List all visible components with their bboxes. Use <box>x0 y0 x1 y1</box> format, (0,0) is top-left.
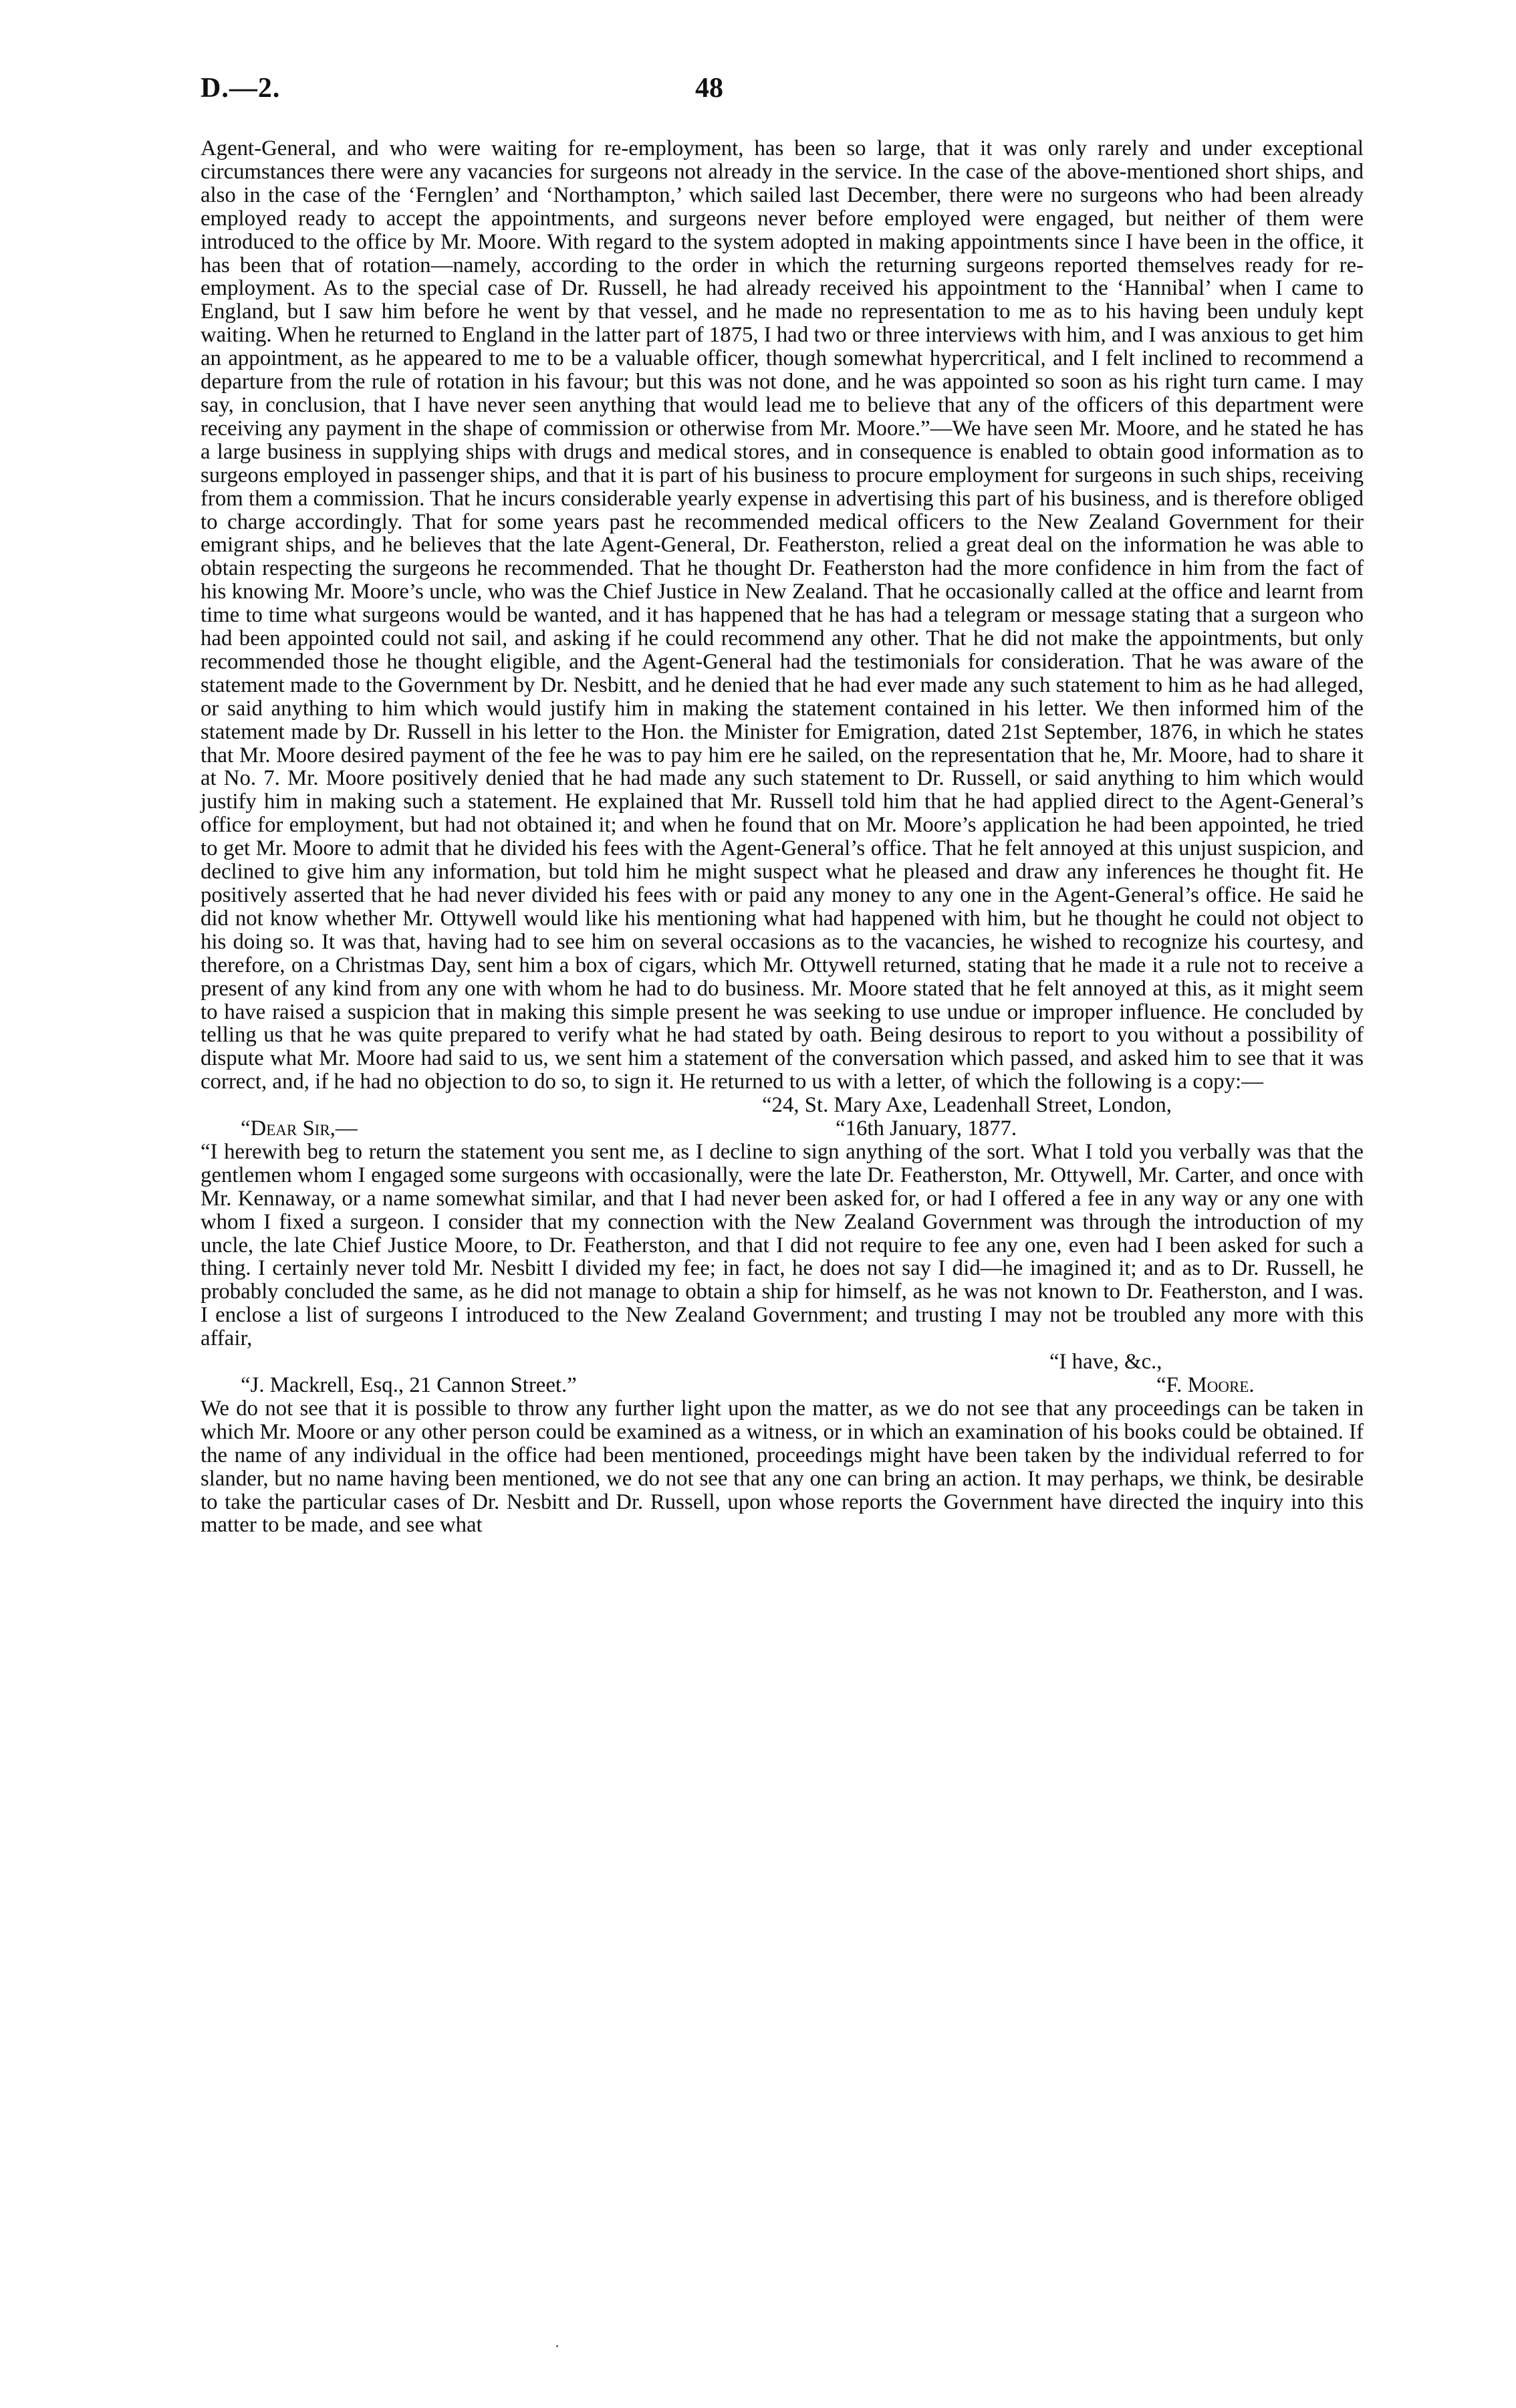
letter-body: “I herewith beg to return the statement you sent me, as I decline to sign anything of the sort. What I told you verbally was that the gentlemen whom I engaged some surgeons with occasionally, were the late Dr. Featherston, Mr. Ottywell, Mr. Carter, and once with Mr. Kennaway, or a name somewhat similar, and that I had never been asked for, or had I offered a fee in any way or any one with whom I fixed a surgeon. I consider that my connection with the New Zealand Government was through the introduction of my uncle, the late Chief Justice Moore, to Dr. Featherston, and that I did not require to fee any one, even had I been asked for such a thing. I certainly never told Mr. Nesbitt I divided my fee; in fact, he does not say I did—he imagined it; and as to Dr. Russell, he probably concluded the same, as he did not manage to obtain a ship for himself, as he was not known to Dr. Featherston, and I was. I enclose a list of surgeons I introduced to the New Zealand Government; and trusting I may not be troubled any more with this affair, <box>201 1139 1364 1351</box>
letter-salutation: “Dear Sir,— <box>241 1116 358 1141</box>
page-header <box>201 72 1364 112</box>
letter-date: “16th January, 1877. <box>836 1116 1017 1141</box>
document-body <box>201 137 1364 1537</box>
quoted-letter <box>201 1094 1364 1397</box>
document-code: D.—2. <box>201 73 281 104</box>
letter-addressee: “J. Mackrell, Esq., 21 Cannon Street.” <box>241 1373 577 1397</box>
page-number: 48 <box>695 73 723 104</box>
signoff-row <box>201 1350 1364 1374</box>
closing-paragraph: We do not see that it is possible to throw any further light upon the matter, as we do not see that any proceedings can be taken in which Mr. Moore or any other person could be examined as a witness, or in which an examination of his books could be obtained. If the name of any individual in the office had been mentioned, proceedings might have been taken by the individual referred to for slander, but no name having been mentioned, we do not see that any one can bring an action. It may perhaps, we think, be desirable to take the particular cases of Dr. Nesbitt and Dr. Russell, upon whose reports the Government have directed the inquiry into this matter to be made, and see what <box>201 1396 1364 1538</box>
letter-address: “24, St. Mary Axe, Leadenhall Street, London, <box>762 1093 1172 1118</box>
addressee-row <box>201 1374 1364 1397</box>
letter-closing: “I have, &c., <box>1049 1350 1162 1374</box>
salutation-row <box>201 1117 1364 1140</box>
print-speck <box>556 2345 558 2347</box>
letter-signature: “F. Moore. <box>1156 1373 1255 1397</box>
main-paragraph: Agent-General, and who were waiting for re-employment, has been so large, that it was only rarely and under exceptional circumstances there were any vacancies for surgeons not already in the service. In the case of the above-mentioned short ships, and also in the case of the ‘Fernglen’ and ‘Northampton,’ which sailed last December, there were no surgeons who had been already employed ready to accept the appointments, and surgeons never before employed were engaged, but neither of them were introduced to the office by Mr. Moore. With regard to the system adopted in making appointments since I have been in the office, it has been that of rotation—namely, according to the order in which the returning surgeons reported themselves ready for re-employment. As to the special case of Dr. Russell, he had already received his appointment to the ‘Hannibal’ when I came to England, but I saw him before he went by that vessel, and he made no representation to me as to his having been unduly kept waiting. When he returned to England in the latter part of 1875, I had two or three interviews with him, and I was anxious to get him an appointment, as he appeared to me to be a valuable officer, though somewhat hypercritical, and I felt inclined to recommend a departure from the rule of rotation in his favour; but this was not done, and he was appointed so soon as his right turn came. I may say, in conclusion, that I have never seen anything that would lead me to believe that any of the officers of this department were receiving any payment in the shape of commission or otherwise from Mr. Moore.”—We have seen Mr. Moore, and he stated he has a large business in supplying ships with drugs and medical stores, and in consequence is enabled to obtain good information as to surgeons employed in passenger ships, and that it is part of his business to procure employment for surgeons in such ships, receiving from them a commission. That he incurs considerable yearly expense in advertising this part of his business, and is therefore obliged to charge accordingly. That for some years past he recommended medical officers to the New Zealand Government for their emigrant ships, and he believes that the late Agent-General, Dr. Featherston, relied a great deal on the information he was able to obtain respecting the surgeons he recommended. That he thought Dr. Featherston had the more confidence in him from the fact of his knowing Mr. Moore’s uncle, who was the Chief Justice in New Zealand. That he occasionally called at the office and learnt from time to time what surgeons would be wanted, and it has happened that he has had a telegram or message stating that a surgeon who had been appointed could not sail, and asking if he could recommend any other. That he did not make the appointments, but only recommended those he thought eligible, and the Agent-General had the testimonials for consideration. That he was aware of the statement made to the Government by Dr. Nesbitt, and he denied that he had ever made any such statement to him as he had alleged, or said anything to him which would justify him in making the statement contained in his letter. We then informed him of the statement made by Dr. Russell in his letter to the Hon. the Minister for Emigration, dated 21st September, 1876, in which he states that Mr. Moore desired payment of the fee he was to pay him ere he sailed, on the representation that he, Mr. Moore, had to share it at No. 7. Mr. Moore positively denied that he had made any such statement to Dr. Russell, or said anything to him which would justify him in making such a statement. He explained that Mr. Russell told him that he had applied direct to the Agent-General’s office for employment, but had not obtained it; and when he found that on Mr. Moore’s application he had been appointed, he tried to get Mr. Moore to admit that he divided his fees with the Agent-General’s office. That he felt annoyed at this unjust suspicion, and declined to give him any information, but told him he might suspect what he pleased and draw any inferences he thought fit. He positively asserted that he had never divided his fees with or paid any money to any one in the Agent-General’s office. He said he did not know whether Mr. Ottywell would like his mentioning what had happened with him, but he thought he could not object to his doing so. It was that, having had to see him on several occasions as to the vacancies, he wished to recognize his courtesy, and therefore, on a Christmas Day, sent him a box of cigars, which Mr. Ottywell returned, stating that he made it a rule not to receive a present of any kind from any one with whom he had to do business. Mr. Moore stated that he felt annoyed at this, as it might seem to have raised a suspicion that in making this simple present he was seeking to use undue or improper influence. He concluded by telling us that he was quite prepared to verify what he had stated by oath. Being desirous to report to you without a possibility of dispute what Mr. Moore had said to us, we sent him a statement of the conversation which passed, and asked him to see that it was correct, and, if he had no objection to do so, to sign it. He returned to us with a letter, of which the following is a copy:— <box>201 136 1364 1094</box>
